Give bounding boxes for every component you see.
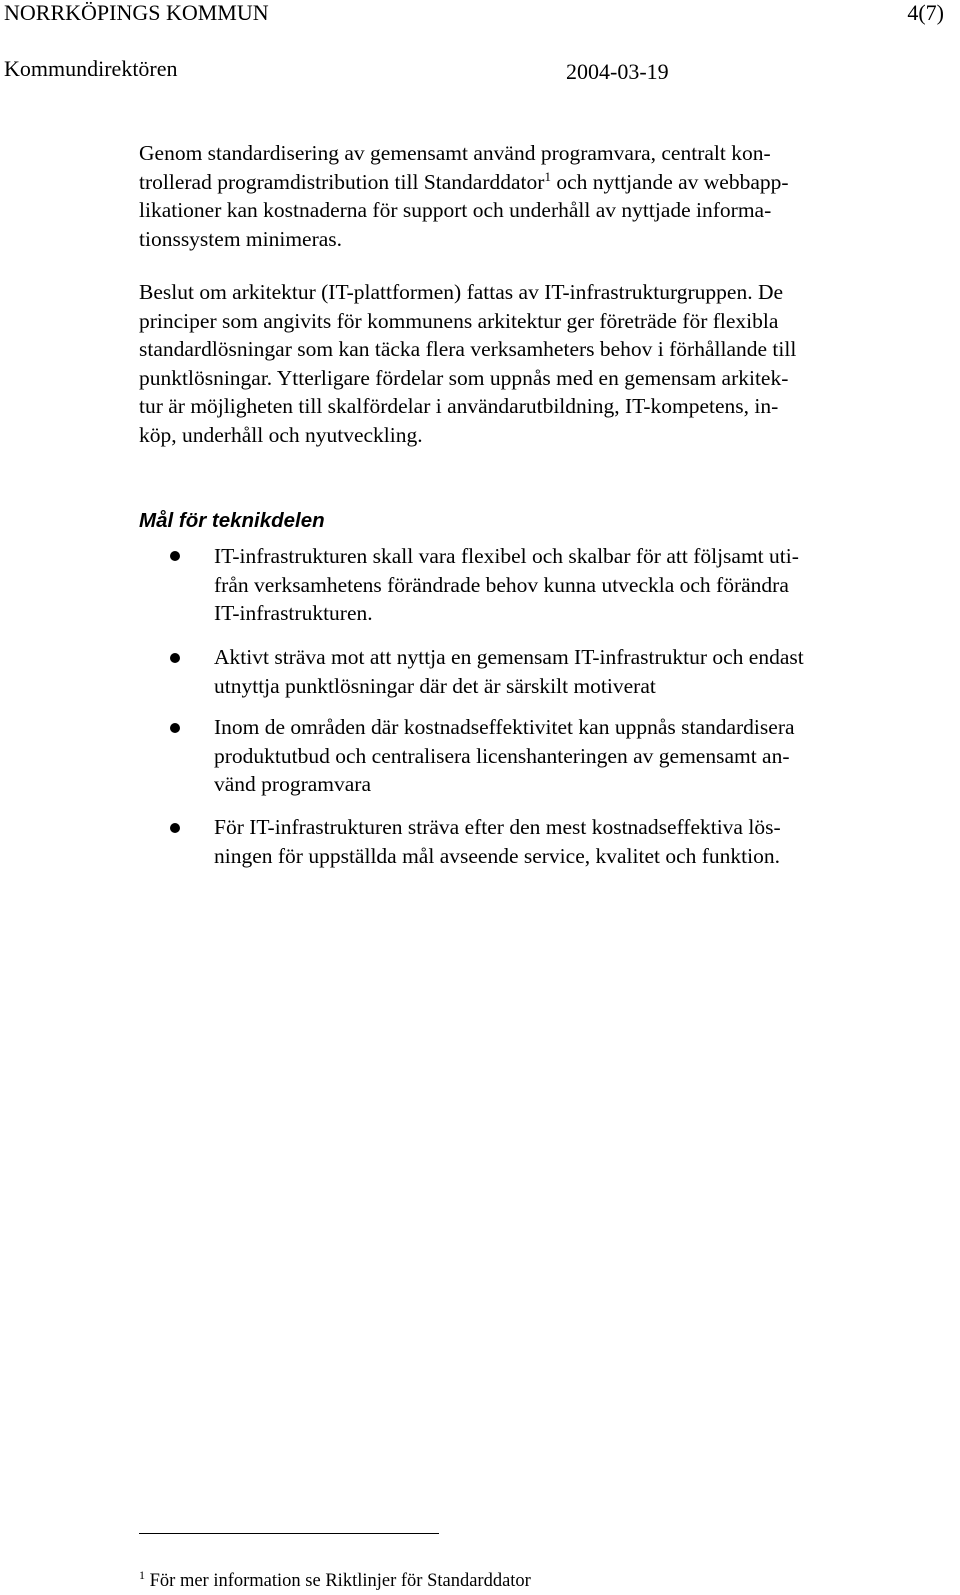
paragraph-line: tur är möjligheten till skalfördelar i användarutbildning, IT-kompetens, in- [139, 394, 779, 419]
paragraph-line-part: trollerad programdistribution till Standarddator [139, 169, 545, 194]
list-item-line: Inom de områden där kostnadseffektivitet kan uppnås standardisera [214, 715, 795, 739]
page-number: 4(7) [907, 0, 944, 25]
list-item-line: IT-infrastrukturen. [214, 601, 373, 626]
list-item-line: ningen för uppställda mål avseende service, kvalitet och funktion. [214, 843, 780, 868]
footnote-reference: 1 [544, 168, 551, 184]
bullet-icon [170, 723, 180, 733]
list-item-line: vänd programvara [214, 772, 371, 797]
paragraph-line: likationer kan kostnaderna för support och underhåll av nyttjade informa- [139, 198, 772, 223]
paragraph-line-part: och nyttjande av webbapp- [556, 169, 789, 194]
list-item-text [214, 542, 914, 628]
footnote-number: 1 [139, 1568, 145, 1582]
list-item-line: Aktivt sträva mot att nyttja en gemensam IT-infrastruktur och endast [214, 645, 804, 669]
list-item-line: utnyttja punktlösningar där det är särskilt motiverat [214, 673, 656, 698]
list-item-text [214, 813, 914, 870]
footnote-separator [139, 1533, 439, 1534]
paragraph-line: Genom standardisering av gemensamt använd programvara, centralt kon- [139, 141, 771, 165]
bullet-icon [170, 653, 180, 663]
list-item-line: produktutbud och centralisera licenshanteringen av gemensamt an- [214, 743, 790, 768]
section-heading: Mål för teknikdelen [139, 509, 325, 532]
list-item-line: För IT-infrastrukturen sträva efter den mest kostnadseffektiva lös- [214, 815, 781, 839]
paragraph-cost-reduction [139, 139, 909, 253]
bullet-icon [170, 823, 180, 833]
footnote-text: För mer information se Riktlinjer för Standarddator [149, 1571, 531, 1591]
list-item-line: från verksamhetens förändrade behov kunna utveckla och förändra [214, 572, 789, 597]
paragraph-line: köp, underhåll och nyutveckling. [139, 422, 423, 447]
department-name: Kommundirektören [4, 56, 178, 81]
list-item-line: IT-infrastrukturen skall vara flexibel och skalbar för att följsamt uti- [214, 544, 799, 568]
paragraph-line: Beslut om arkitektur (IT-plattformen) fattas av IT-infrastrukturgruppen. De [139, 280, 784, 304]
paragraph-line [139, 168, 909, 197]
paragraph-architecture [139, 278, 909, 450]
paragraph-line: tionssystem minimeras. [139, 226, 343, 251]
organization-name: NORRKÖPINGS KOMMUN [4, 0, 269, 25]
paragraph-line: punktlösningar. Ytterligare fördelar som uppnås med en gemensam arkitek- [139, 365, 789, 390]
paragraph-line: standardlösningar som kan täcka flera verksamheters behov i förhållande till [139, 337, 797, 362]
footnote [139, 1570, 531, 1592]
paragraph-line: principer som angivits för kommunens arkitektur ger företräde för flexibla [139, 308, 779, 333]
list-item-text [214, 643, 914, 700]
document-date: 2004-03-19 [566, 59, 669, 84]
list-item-text [214, 713, 914, 799]
bullet-icon [170, 551, 180, 561]
